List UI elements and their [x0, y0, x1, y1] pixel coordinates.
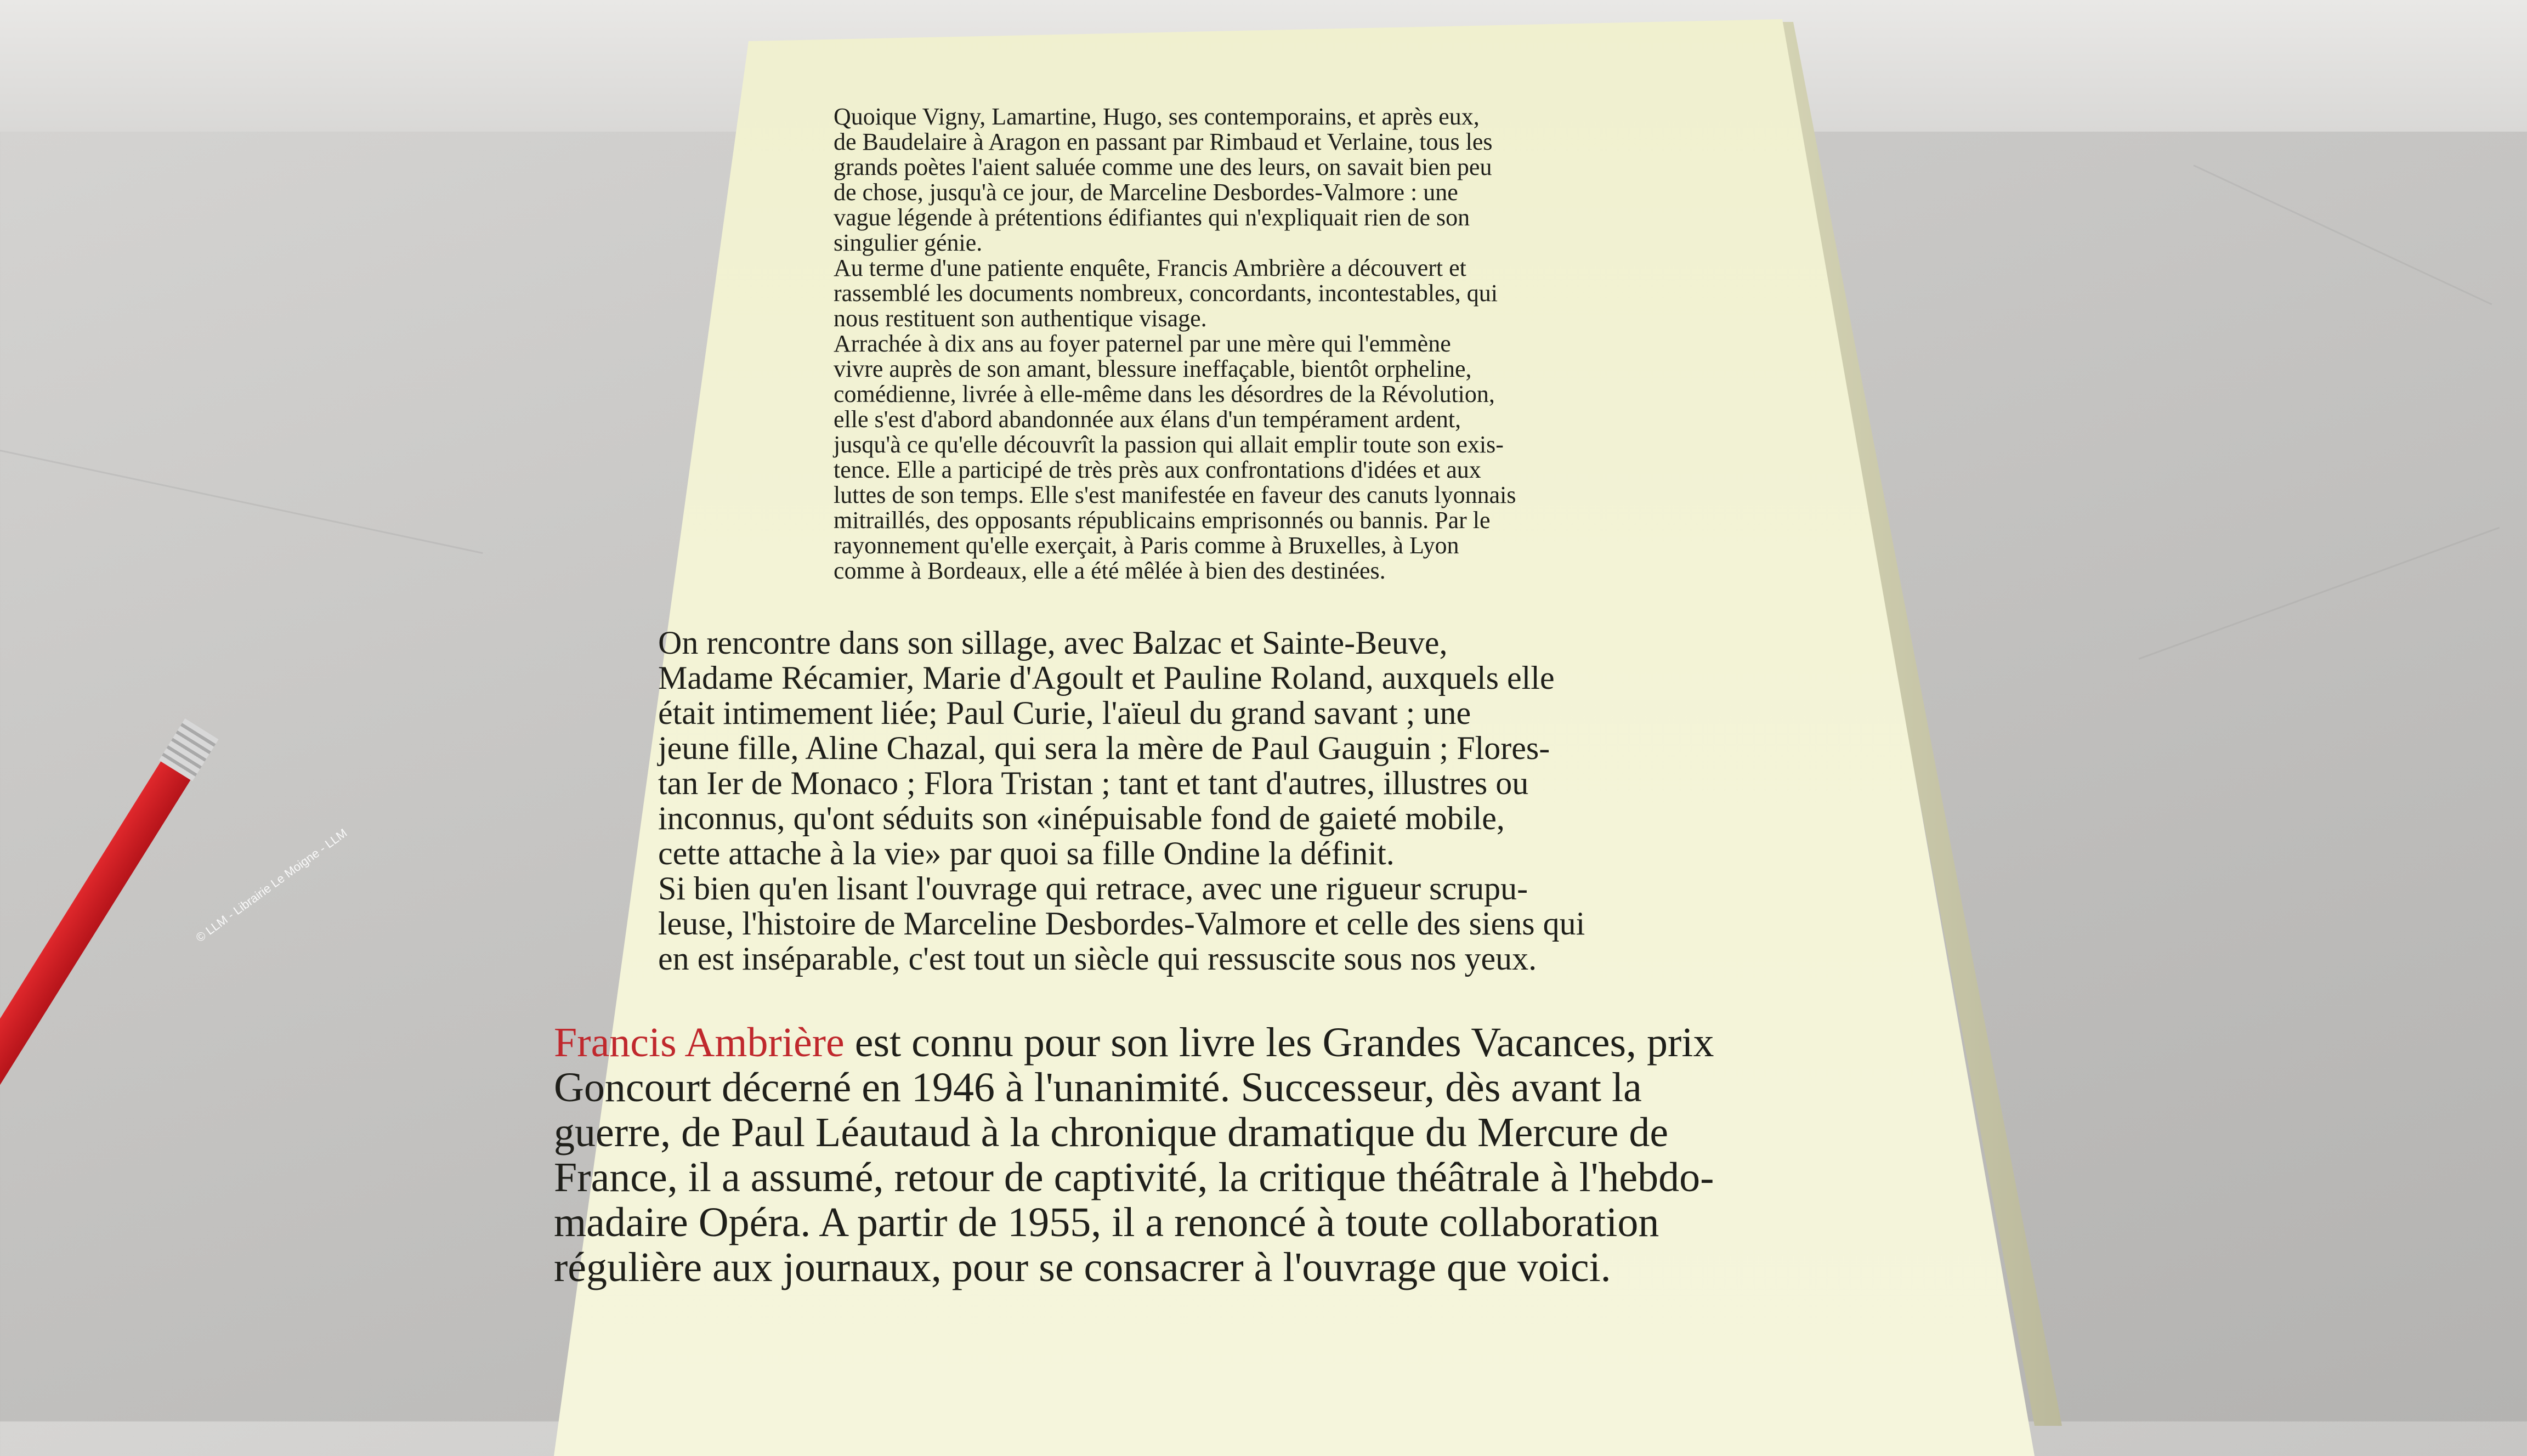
summary-paragraph-1: [834, 104, 1832, 583]
text-line: leuse, l'histoire de Marceline Desbordes-Valmore et celle des siens qui: [658, 905, 1585, 942]
bio-line: France, il a assumé, retour de captivité, la critique théâtrale à l'hebdo-: [554, 1154, 1714, 1200]
text-line: On rencontre dans son sillage, avec Balzac et Sainte-Beuve,: [658, 625, 1448, 661]
text-line: Au terme d'une patiente enquête, Francis Ambrière a découvert et: [834, 254, 1466, 281]
bio-line: guerre, de Paul Léautaud à la chronique dramatique du Mercure de: [554, 1109, 1669, 1155]
text-line: jusqu'à ce qu'elle découvrît la passion qui allait emplir toute son exis-: [834, 431, 1504, 458]
text-line: inconnus, qu'ont séduits son «inépuisable fond de gaieté mobile,: [658, 800, 1505, 836]
text-line: Arrachée à dix ans au foyer paternel par une mère qui l'emmène: [834, 330, 1451, 357]
watermark: © LLM - Librairie Le Moigne - LLM: [193, 826, 350, 945]
marble-vein: [2193, 165, 2492, 305]
text-line: cette attache à la vie» par quoi sa fille Ondine la définit.: [658, 835, 1395, 871]
red-pencil: [0, 715, 219, 1096]
text-line: tan Ier de Monaco ; Flora Tristan ; tant et tant d'autres, illustres ou: [658, 765, 1529, 801]
marble-vein: [0, 450, 483, 554]
text-line: de chose, jusqu'à ce jour, de Marceline Desbordes-Valmore : une: [834, 179, 1458, 206]
text-line: singulier génie.: [834, 229, 983, 256]
marble-vein: [2138, 527, 2500, 660]
author-name: Francis Ambrière: [554, 1019, 845, 1066]
text-line: comédienne, livrée à elle-même dans les désordres de la Révolution,: [834, 381, 1495, 407]
bio-line: Goncourt décerné en 1946 à l'unanimité. Successeur, dès avant la: [554, 1064, 1642, 1111]
text-line: Quoique Vigny, Lamartine, Hugo, ses contemporains, et après eux,: [834, 103, 1480, 130]
text-line: rayonnement qu'elle exerçait, à Paris comme à Bruxelles, à Lyon: [834, 532, 1459, 559]
text-line: vague légende à prétentions édifiantes qui n'expliquait rien de son: [834, 204, 1470, 231]
text-line: Madame Récamier, Marie d'Agoult et Pauline Roland, auxquels elle: [658, 660, 1555, 696]
text-line: vivre auprès de son amant, blessure ineffaçable, bientôt orpheline,: [834, 355, 1472, 382]
text-line: tence. Elle a participé de très près aux confrontations d'idées et aux: [834, 456, 1481, 483]
text-line: grands poètes l'aient saluée comme une des leurs, on savait bien peu: [834, 154, 1492, 180]
bio-line: régulière aux journaux, pour se consacrer à l'ouvrage que voici.: [554, 1244, 1611, 1290]
bio-line: madaire Opéra. A partir de 1955, il a renoncé à toute collaboration: [554, 1199, 1659, 1245]
text-line: Si bien qu'en lisant l'ouvrage qui retrace, avec une rigueur scrupu-: [658, 870, 1528, 907]
text-line: luttes de son temps. Elle s'est manifestée en faveur des canuts lyonnais: [834, 481, 1516, 508]
text-line: était intimement liée; Paul Curie, l'aïeul du grand savant ; une: [658, 695, 1471, 731]
author-bio: [554, 1020, 1980, 1290]
text-line: mitraillés, des opposants républicains emprisonnés ou bannis. Par le: [834, 507, 1491, 534]
bio-text: est connu pour son livre les Grandes Vacances, prix: [844, 1019, 1714, 1066]
bio-line: [554, 1020, 1980, 1065]
text-line: nous restituent son authentique visage.: [834, 305, 1207, 332]
pencil-body: [0, 761, 190, 1096]
text-line: en est inséparable, c'est tout un siècle qui ressuscite sous nos yeux.: [658, 941, 1537, 977]
summary-paragraph-2: [658, 625, 1919, 976]
text-line: rassemblé les documents nombreux, concordants, incontestables, qui: [834, 280, 1498, 307]
text-line: jeune fille, Aline Chazal, qui sera la mère de Paul Gauguin ; Flores-: [658, 730, 1550, 766]
text-line: de Baudelaire à Aragon en passant par Rimbaud et Verlaine, tous les: [834, 128, 1493, 155]
text-line: elle s'est d'abord abandonnée aux élans d'un tempérament ardent,: [834, 406, 1461, 433]
text-line: comme à Bordeaux, elle a été mêlée à bien des destinées.: [834, 557, 1386, 584]
